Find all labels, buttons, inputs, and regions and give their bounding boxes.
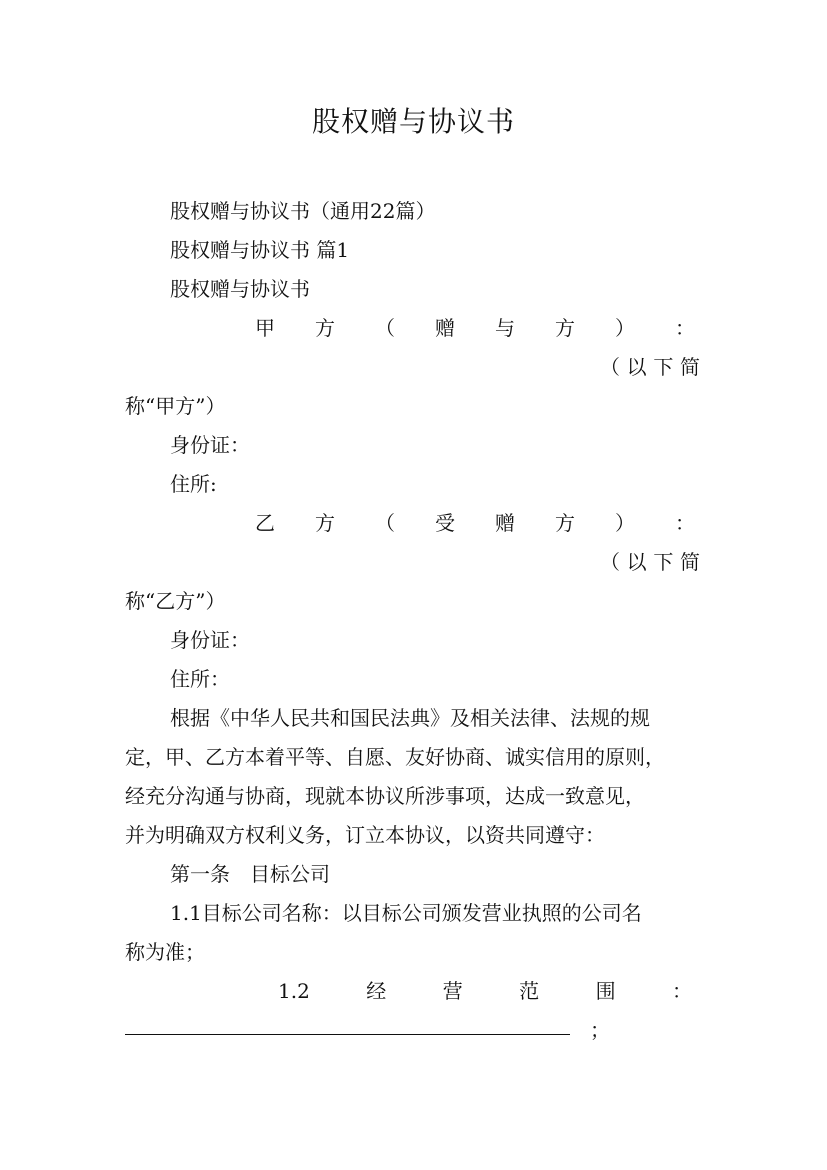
clause-1-1-cont: 称为准；: [125, 940, 205, 964]
party-b-id-label: 身份证：: [170, 628, 250, 652]
party-b-line: [255, 508, 695, 538]
party-b-char: 方: [555, 511, 575, 535]
subtitle: 股权赠与协议书（通用22篇）: [170, 199, 436, 223]
preamble-line: 并为明确双方权利义务，订立本协议，以资共同遵守：: [125, 823, 605, 847]
article-1-title: 第一条 目标公司: [170, 862, 330, 886]
party-a-char: 方: [315, 316, 335, 340]
party-a-alias-tail: [600, 352, 700, 382]
party-a-char: ：: [675, 316, 695, 340]
party-b-char: ：: [675, 511, 695, 535]
clause-1-2-char: 围: [595, 979, 616, 1003]
blank-fill-line: [125, 1034, 570, 1035]
party-a-line: [255, 313, 695, 343]
party-a-char: 方: [555, 316, 575, 340]
alias-char: 下: [653, 355, 674, 379]
party-b-char: ）: [615, 511, 635, 535]
preamble-line: 经充分沟通与协商，现就本协议所涉事项，达成一致意见，: [125, 784, 645, 808]
party-b-alias-tail: [600, 547, 700, 577]
clause-1-2-end: ；: [590, 1018, 610, 1042]
party-b-char: （: [375, 511, 395, 535]
alias-char: 下: [653, 550, 674, 574]
clause-1-2-char: 经: [366, 979, 387, 1003]
party-b-char: 赠: [495, 511, 515, 535]
clause-1-1: 1.1目标公司名称：以目标公司颁发营业执照的公司名: [170, 901, 642, 925]
party-a-char: （: [375, 316, 395, 340]
clause-1-2-char: ：: [672, 979, 692, 1003]
party-a-alias: 称“甲方”）: [125, 394, 226, 418]
clause-1-2-line: [278, 976, 692, 1006]
preamble-line: 定，甲、乙方本着平等、自愿、友好协商、诚实信用的原则，: [125, 745, 665, 769]
clause-1-2-char: 营: [442, 979, 463, 1003]
alias-char: 以: [626, 550, 647, 574]
chapter-heading: 股权赠与协议书 篇1: [170, 238, 350, 262]
party-b-address-label: 住所：: [170, 667, 230, 691]
clause-1-2-char: 范: [519, 979, 540, 1003]
party-b-char: 受: [435, 511, 455, 535]
party-b-char: 方: [315, 511, 335, 535]
alias-char: （: [600, 355, 620, 379]
preamble-line: 根据《中华人民共和国民法典》及相关法律、法规的规: [170, 706, 650, 730]
party-a-char: ）: [615, 316, 635, 340]
alias-char: 简: [679, 355, 700, 379]
party-a-char: 甲: [255, 316, 275, 340]
clause-1-2-char: 1.2: [278, 979, 310, 1003]
party-a-address-label: 住所:: [170, 472, 217, 496]
party-a-char: 赠: [435, 316, 455, 340]
agreement-heading: 股权赠与协议书: [170, 277, 310, 301]
document-title: 股权赠与协议书: [311, 105, 515, 138]
party-a-id-label: 身份证：: [170, 433, 250, 457]
party-b-alias: 称“乙方”）: [125, 589, 226, 613]
party-b-char: 乙: [255, 511, 275, 535]
alias-char: 以: [626, 355, 647, 379]
party-a-char: 与: [495, 316, 515, 340]
alias-char: 简: [679, 550, 700, 574]
alias-char: （: [600, 550, 620, 574]
